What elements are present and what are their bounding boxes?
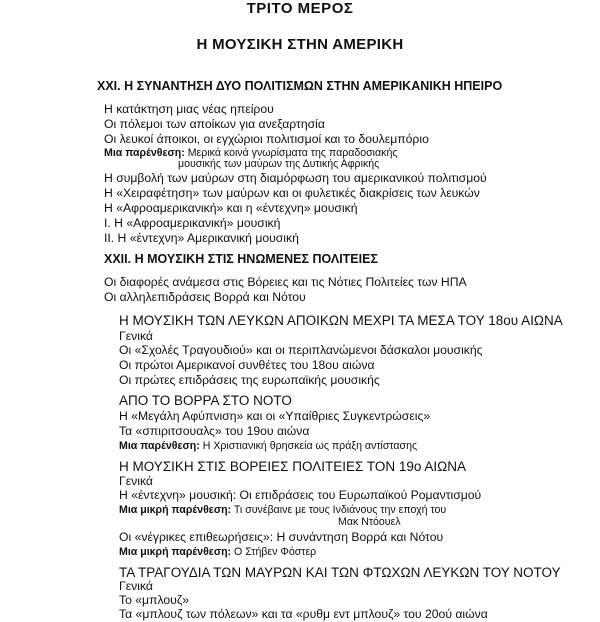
toc-line: Γενικά [119, 329, 153, 343]
section-title: ΤΑ ΤΡΑΓΟΥΔΙΑ ΤΩΝ ΜΑΥΡΩΝ ΚΑΙ ΤΩΝ ΦΤΩΧΩΝ ΛΕΥΚΩΝ ΤΟΥ ΝΟΤΟΥ [119, 565, 561, 580]
chapter-21-heading: XXI. Η ΣΥΝΑΝΤΗΣΗ ΔΥΟ ΠΟΛΙΤΙΣΜΩΝ ΣΤΗΝ ΑΜΕΡΙΚΑΝΙΚΗ ΗΠΕΙΡΟ [97, 79, 503, 93]
toc-note-continuation: μουσικής των μαύρων της Δυτικής Αφρικής [178, 158, 380, 170]
toc-line: Τα «σπιριτσουαλς» του 19ου αιώνα [119, 424, 310, 438]
toc-line: Η «Χειραφέτηση» των μαύρων και οι φυλετικές διακρίσεις των λευκών [104, 186, 480, 200]
note-text: Ο Στήβεν Φόστερ [234, 546, 317, 558]
toc-line: Η «Μεγάλη Αφύπνιση» και οι «Υπαίθριες Συγκεντρώσεις» [119, 409, 431, 423]
chapter-22-heading: XXII. Η ΜΟΥΣΙΚΗ ΣΤΙΣ ΗΝΩΜΕΝΕΣ ΠΟΛΙΤΕΙΕΣ [104, 252, 378, 266]
toc-line: Ι. Η «Αφροαμερικανική» μουσική [104, 216, 281, 230]
toc-line: Η «Αφροαμερικανική» και η «έντεχνη» μουσική [104, 201, 358, 215]
note-text: Η Χριστιανική θρησκεία ως πράξη αντίστασης [202, 440, 418, 452]
note-text: Μερικά κοινά γνωρίσματα της παραδοσιακής [187, 147, 398, 159]
toc-line: Οι «νέγρικες επιθεωρήσεις»: Η συνάντηση Βορρά και Νότου [119, 530, 444, 544]
toc-line: Το «μπλουζ» [119, 593, 189, 607]
note-label: Μια μικρή παρένθεση: [119, 504, 232, 516]
note-label: Μια παρένθεση: [119, 440, 200, 452]
toc-line: Οι «Σχολές Τραγουδιού» και οι περιπλανώμενοι δάσκαλοι μουσικής [119, 343, 483, 357]
toc-line: Οι διαφορές ανάμεσα στις Βόρειες και τις Νότιες Πολιτείες των ΗΠΑ [104, 275, 467, 289]
part-title: ΤΡΙΤΟ ΜΕΡΟΣ [246, 0, 354, 17]
toc-line: Γενικά [119, 474, 153, 488]
toc-note [119, 545, 316, 559]
main-title: Η ΜΟΥΣΙΚΗ ΣΤΗΝ ΑΜΕΡΙΚΗ [196, 36, 404, 53]
toc-line: ΙΙ. Η «έντεχνη» Αμερικανική μουσική [104, 231, 299, 245]
section-title: Η ΜΟΥΣΙΚΗ ΤΩΝ ΛΕΥΚΩΝ ΑΠΟΙΚΩΝ ΜΕΧΡΙ ΤΑ ΜΕΣΑ ΤΟΥ 18ου ΑΙΩΝΑ [119, 313, 563, 328]
toc-line: Οι λευκοί άποικοι, οι εγχώριοι πολιτισμοί και το δουλεμπόριο [104, 132, 429, 146]
toc-line: Η «έντεχνη» μουσική: Οι επιδράσεις του Ευρωπαϊκού Ρομαντισμού [119, 488, 482, 502]
toc-line: Τα «μπλουζ των πόλεων» και τα «ρυθμ εντ μπλουζ» του 20ού αιώνα [119, 607, 488, 621]
toc-line: Η συμβολή των μαύρων στη διαμόρφωση του αμερικανικού πολιτισμού [104, 171, 487, 185]
toc-line: Οι πόλεμοι των αποίκων για ανεξαρτησία [104, 117, 325, 131]
toc-note [119, 439, 417, 453]
note-label: Μια μικρή παρένθεση: [119, 546, 232, 558]
note-text: Τι συνέβαινε με τους Ινδιάνους την εποχή του [233, 504, 447, 516]
toc-line: Γενικά [119, 579, 153, 593]
toc-line: Οι πρώτοι Αμερικανοί συνθέτες του 18ου αιώνα [119, 358, 375, 372]
section-title: ΑΠΟ ΤΟ ΒΟΡΡΑ ΣΤΟ ΝΟΤΟ [119, 393, 292, 408]
toc-line: Οι αλληλεπιδράσεις Βορρά και Νότου [104, 290, 306, 304]
toc-line: Οι πρώτες επιδράσεις της ευρωπαϊκής μουσικής [119, 373, 380, 387]
section-title: Η ΜΟΥΣΙΚΗ ΣΤΙΣ ΒΟΡΕΙΕΣ ΠΟΛΙΤΕΙΕΣ ΤΟΝ 19ο ΑΙΩΝΑ [119, 459, 466, 474]
toc-line: Η κατάκτηση μιας νέας ηπείρου [104, 102, 274, 116]
toc-note-continuation: Μακ Ντόουελ [338, 516, 401, 528]
note-label: Μια παρένθεση: [104, 147, 185, 159]
